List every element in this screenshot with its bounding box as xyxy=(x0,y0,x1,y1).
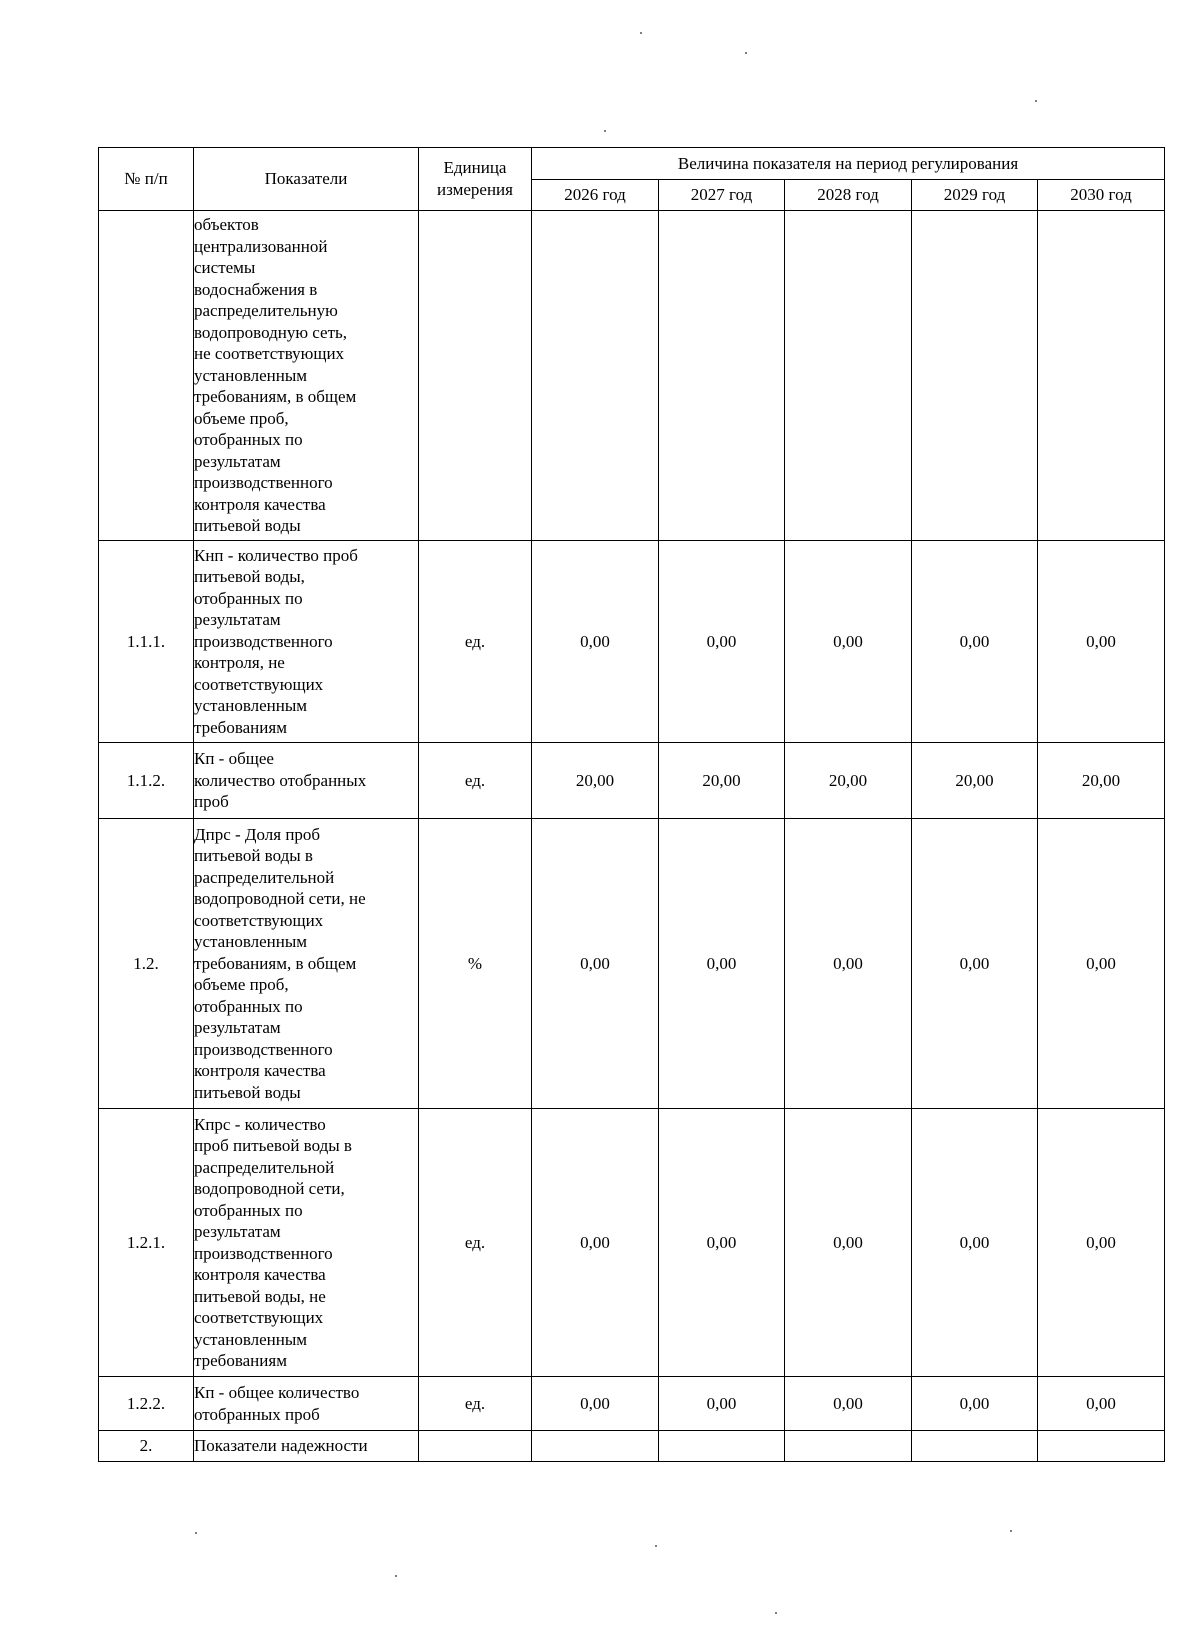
row-number: 1.2. xyxy=(99,819,194,1109)
scan-speck xyxy=(655,1545,657,1547)
table-row xyxy=(99,1109,1165,1377)
row-value-2028: 0,00 xyxy=(785,1109,912,1377)
row-number: 1.2.2. xyxy=(99,1377,194,1431)
row-unit: ед. xyxy=(419,1377,532,1431)
row-value-2028: 20,00 xyxy=(785,743,912,819)
scan-speck xyxy=(745,52,747,54)
row-value-2026 xyxy=(532,1431,659,1462)
row-value-2026 xyxy=(532,211,659,541)
scan-speck xyxy=(195,1532,197,1534)
row-indicator-label: Кнп - количество проб питьевой воды, отобранных по результатам производственного контроля, не соответствующих установленным требованиям xyxy=(194,545,358,737)
row-value-2030: 0,00 xyxy=(1038,1377,1165,1431)
row-indicator-text xyxy=(194,819,419,1109)
row-value-2030: 0,00 xyxy=(1038,1109,1165,1377)
row-value-2026: 0,00 xyxy=(532,1377,659,1431)
row-value-2028 xyxy=(785,211,912,541)
scan-speck xyxy=(395,1575,397,1577)
row-value-2029 xyxy=(912,211,1038,541)
row-value-2030 xyxy=(1038,1431,1165,1462)
scan-speck xyxy=(604,130,606,132)
row-value-2030 xyxy=(1038,211,1165,541)
row-indicator-label: Показатели надежности xyxy=(194,1436,368,1456)
row-value-2029: 0,00 xyxy=(912,819,1038,1109)
row-indicator-text xyxy=(194,541,419,743)
row-number: 1.2.1. xyxy=(99,1109,194,1377)
row-indicator-text xyxy=(194,1431,419,1462)
header-number: № п/п xyxy=(99,148,194,211)
header-year-2026: 2026 год xyxy=(532,180,659,211)
table-row xyxy=(99,819,1165,1109)
row-value-2030: 20,00 xyxy=(1038,743,1165,819)
header-year-2027: 2027 год xyxy=(659,180,785,211)
row-value-2029: 0,00 xyxy=(912,1377,1038,1431)
row-value-2027: 0,00 xyxy=(659,541,785,743)
row-unit xyxy=(419,1431,532,1462)
header-year-2029: 2029 год xyxy=(912,180,1038,211)
row-value-2030: 0,00 xyxy=(1038,541,1165,743)
header-year-2030: 2030 год xyxy=(1038,180,1165,211)
row-number: 1.1.1. xyxy=(99,541,194,743)
scan-speck xyxy=(1035,100,1037,102)
row-unit: ед. xyxy=(419,743,532,819)
row-indicator-label: Кпрс - количество проб питьевой воды в распределительной водопроводной сети, отобранных по результатам производственного контроля качества питьевой воды, не соответствующих установленным требованиям xyxy=(194,1114,352,1370)
row-indicator-label: объектов централизованной системы водоснабжения в распределительную водопроводную сеть, не соответствующих установленным требованиям, в общем объеме проб, отобранных по результатам производственного контроля качества питьевой воды xyxy=(194,215,357,536)
row-value-2027: 0,00 xyxy=(659,1109,785,1377)
row-indicator-text xyxy=(194,1109,419,1377)
row-indicator-label: Кп - общее количество отобранных проб xyxy=(194,749,367,812)
row-unit: % xyxy=(419,819,532,1109)
header-indicator: Показатели xyxy=(194,148,419,211)
row-unit xyxy=(419,211,532,541)
row-value-2030: 0,00 xyxy=(1038,819,1165,1109)
row-indicator-label: Кп - общее количество отобранных проб xyxy=(194,1383,360,1424)
row-number: 1.1.2. xyxy=(99,743,194,819)
header-period: Величина показателя на период регулирования xyxy=(532,148,1165,180)
row-value-2028: 0,00 xyxy=(785,819,912,1109)
row-value-2026: 0,00 xyxy=(532,819,659,1109)
row-value-2027: 0,00 xyxy=(659,1377,785,1431)
row-value-2029: 20,00 xyxy=(912,743,1038,819)
row-value-2026: 20,00 xyxy=(532,743,659,819)
table-row xyxy=(99,1377,1165,1431)
row-value-2029 xyxy=(912,1431,1038,1462)
row-value-2029: 0,00 xyxy=(912,541,1038,743)
row-value-2027: 20,00 xyxy=(659,743,785,819)
row-value-2027 xyxy=(659,1431,785,1462)
scan-speck xyxy=(1010,1530,1012,1532)
row-value-2028: 0,00 xyxy=(785,541,912,743)
row-indicator-text xyxy=(194,743,419,819)
row-value-2028: 0,00 xyxy=(785,1377,912,1431)
row-value-2028 xyxy=(785,1431,912,1462)
row-value-2029: 0,00 xyxy=(912,1109,1038,1377)
row-indicator-label: Дпрс - Доля проб питьевой воды в распределительной водопроводной сети, не соответствующих установленным требованиям, в общем объеме проб, отобранных по результатам производственного контроля качества питьевой воды xyxy=(194,824,366,1102)
row-value-2027 xyxy=(659,211,785,541)
scan-speck xyxy=(775,1612,777,1614)
scan-speck xyxy=(640,32,642,34)
table-row xyxy=(99,211,1165,541)
row-value-2026: 0,00 xyxy=(532,541,659,743)
row-value-2027: 0,00 xyxy=(659,819,785,1109)
row-unit: ед. xyxy=(419,1109,532,1377)
header-unit: Единица измерения xyxy=(419,148,532,211)
row-indicator-text xyxy=(194,1377,419,1431)
table-header xyxy=(99,148,1165,211)
indicators-table xyxy=(98,147,1165,1462)
table-row xyxy=(99,1431,1165,1462)
row-number: 2. xyxy=(99,1431,194,1462)
header-year-2028: 2028 год xyxy=(785,180,912,211)
table-row xyxy=(99,541,1165,743)
row-number xyxy=(99,211,194,541)
table-row xyxy=(99,743,1165,819)
row-value-2026: 0,00 xyxy=(532,1109,659,1377)
row-indicator-text xyxy=(194,211,419,541)
row-unit: ед. xyxy=(419,541,532,743)
